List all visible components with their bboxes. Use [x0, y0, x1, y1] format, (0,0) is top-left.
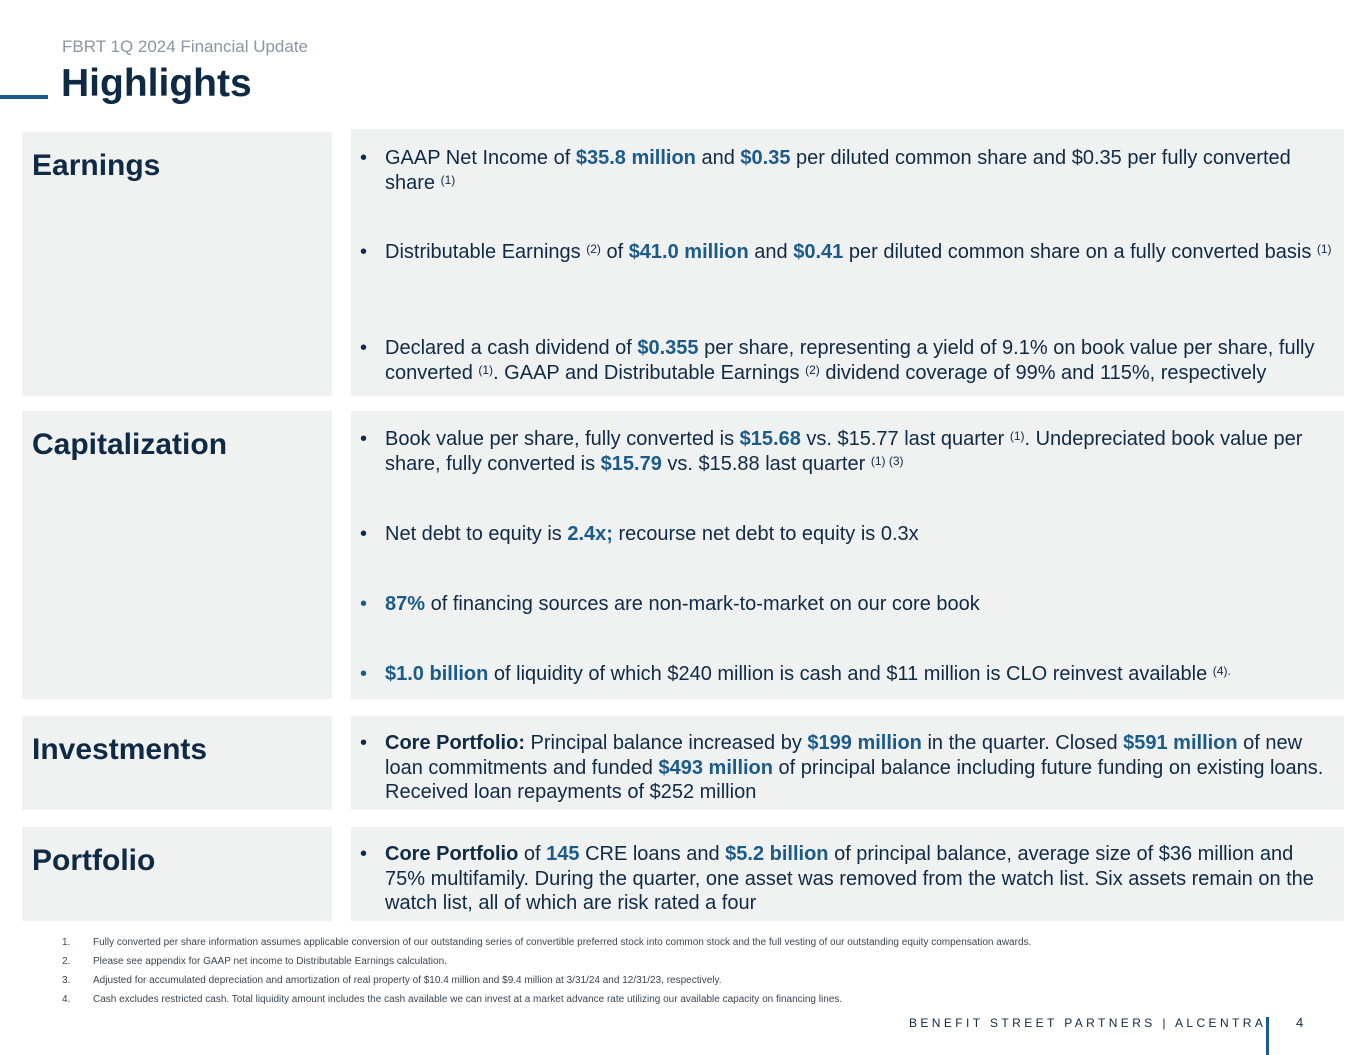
bullet-dot: • — [360, 428, 368, 450]
bullet-dot: • — [360, 147, 368, 169]
footer-accent-bar — [1266, 1017, 1269, 1055]
portfolio-label: Portfolio — [32, 844, 156, 877]
bullet-dot: • — [360, 843, 368, 865]
earnings-bullet-3: • Declared a cash dividend of $0.355 per share, representing a yield of 9.1% on book value per share, fully converted $^{(1)}$. GAAP and Distributable Earnings $^{(2)}$ dividend coverage of 99% and 115%, respectively — [360, 337, 1315, 384]
earnings-label: Earnings — [32, 149, 161, 182]
investments-bullet-1: • Core Portfolio: Principal balance increased by $199 million in the quarter. Closed $591 million of new loan commitments and funded $493 million of principal balance including future funding on existing loans. Received loan repayments of $252 million — [360, 732, 1324, 803]
bullet-dot: • — [360, 663, 368, 685]
capitalization-bullet-4: • $1.0 billion of liquidity of which $240 million is cash and $11 million is CLO reinvest available $^{(4).}$ — [360, 663, 1231, 685]
portfolio-bullet-1: • Core Portfolio of 145 CRE loans and $5.2 billion of principal balance, average size of $36 million and 75% multifamily. During the quarter, one asset was removed from the watch list. Six assets remain on the watch list, all of which are risk rated a four — [360, 843, 1314, 914]
earnings-body-panel — [351, 129, 1344, 396]
earnings-label-panel — [22, 132, 332, 396]
portfolio-label-panel — [22, 827, 332, 921]
bullet-dot: • — [360, 593, 368, 615]
bullet-dot: • — [360, 732, 368, 754]
investments-label: Investments — [32, 733, 208, 766]
bullet-dot: • — [360, 523, 368, 545]
portfolio-body-panel — [351, 827, 1344, 921]
bullet-dot: • — [360, 241, 368, 263]
earnings-bullet-1: • GAAP Net Income of $35.8 million and $0.35 per diluted common share and $0.35 per fully converted share $^{(1)}$ — [360, 147, 1291, 194]
title-accent-line — [0, 95, 48, 99]
earnings-bullet-2: • Distributable Earnings $^{(2)}$ of $41.0 million and $0.41 per diluted common share on a fully converted basis $^{(1)}$ — [360, 241, 1332, 263]
bullet-dot: • — [360, 337, 368, 359]
capitalization-label: Capitalization — [32, 428, 228, 461]
deck-subtitle: FBRT 1Q 2024 Financial Update — [62, 37, 309, 56]
capitalization-bullet-3: • 87% of financing sources are non-mark-to-market on our core book — [360, 593, 980, 615]
investments-label-panel — [22, 716, 332, 810]
capitalization-body-panel — [351, 411, 1344, 699]
page-title: Highlights — [61, 62, 252, 105]
capitalization-bullet-2: • Net debt to equity is 2.4x; recourse net debt to equity is 0.3x — [360, 523, 919, 545]
brand-wordmark: BENEFIT STREET PARTNERS | ALCENTRA — [909, 1016, 1267, 1030]
capitalization-label-panel — [22, 411, 332, 699]
investments-body-panel — [351, 716, 1344, 810]
capitalization-bullet-1: • Book value per share, fully converted is $15.68 vs. $15.77 last quarter $^{(1)}$. Undepreciated book value per share, fully converted is $15.79 vs. $15.88 last quarter $^{(1) (3)}$ — [360, 428, 1303, 475]
page-number: 4 — [1296, 1015, 1304, 1030]
